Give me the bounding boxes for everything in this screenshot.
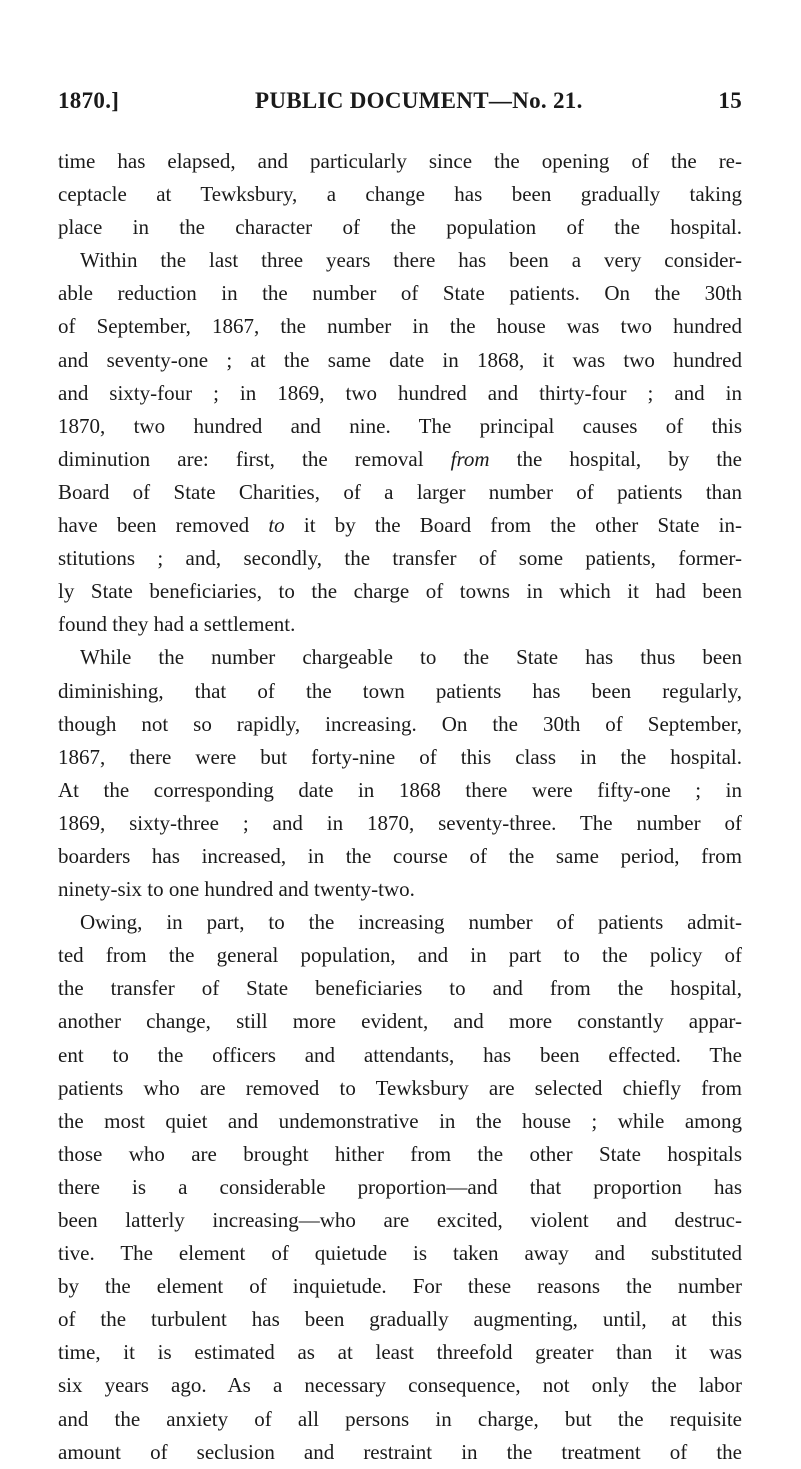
document-page [58, 88, 742, 1469]
text-line: Board of State Charities, of a larger number of patients than [58, 479, 742, 504]
italic-word: to [268, 513, 285, 538]
text-line: another change, still more evident, and more constantly appar- [58, 1009, 742, 1034]
header-year: 1870.] [58, 88, 120, 113]
text-line: Owing, in part, to the increasing number of patients admit- [80, 910, 742, 935]
header-title: PUBLIC DOCUMENT—No. 21. [254, 88, 583, 113]
text-line: ent to the officers and attendants, has been effected. The [58, 1042, 742, 1067]
italic-word: from [450, 446, 490, 471]
text-line: been latterly increasing—who are excited, violent and destruc- [58, 1208, 742, 1232]
text-line: At the corresponding date in 1868 there were fifty-one ; in [58, 777, 742, 802]
text-line: While the number chargeable to the State has thus been [80, 645, 742, 670]
text-line: place in the character of the population of the hospital. [58, 215, 742, 240]
text-line: there is a considerable proportion—and that proportion has [58, 1174, 742, 1199]
text-line: able reduction in the number of State patients. On the 30th [58, 281, 742, 306]
text-line: though not so rapidly, increasing. On the 30th of September, [58, 711, 742, 736]
text-line: 1870, two hundred and nine. The principal causes of this [58, 413, 742, 438]
text-line: of the turbulent has been gradually augmenting, until, at this [58, 1307, 742, 1332]
text-line: tive. The element of quietude is taken away and substituted [58, 1241, 742, 1266]
text-segment: it by the Board from the other State in- [284, 513, 742, 538]
text-line: by the element of inquietude. For these reasons the number [58, 1274, 742, 1299]
text-line: and the anxiety of all persons in charge, but the requisite [58, 1406, 742, 1431]
text-line: boarders has increased, in the course of the same period, from [58, 843, 742, 868]
running-header [58, 88, 742, 124]
text-line: diminishing, that of the town patients has been regularly, [58, 678, 742, 703]
text-segment: diminution are: first, the removal [58, 446, 451, 471]
text-line: the most quiet and undemonstrative in the house ; while among [58, 1108, 742, 1133]
text-line: amount of seclusion and restraint in the treatment of the [58, 1439, 742, 1464]
text-segment: the hospital, by the [489, 446, 742, 471]
text-line: ceptacle at Tewksbury, a change has been gradually taking [58, 182, 742, 207]
text-line [58, 443, 742, 476]
text-line: ninety-six to one hundred and twenty-two. [58, 877, 415, 902]
text-line: ted from the general population, and in part to the policy of [58, 943, 742, 968]
text-line: 1869, sixty-three ; and in 1870, seventy-three. The number of [58, 810, 742, 835]
text-line: six years ago. As a necessary consequence, not only the labor [58, 1373, 742, 1398]
text-line: and sixty-four ; in 1869, two hundred and thirty-four ; and in [58, 380, 742, 405]
text-line: stitutions ; and, secondly, the transfer of some patients, former- [58, 546, 742, 571]
text-line [58, 509, 742, 542]
text-line: those who are brought hither from the other State hospitals [58, 1141, 742, 1166]
page-number: 15 [718, 88, 742, 113]
text-line: and seventy-one ; at the same date in 1868, it was two hundred [58, 347, 742, 372]
text-line: time, it is estimated as at least threefold greater than it was [58, 1340, 742, 1365]
text-segment: have been removed [58, 513, 269, 538]
text-line: time has elapsed, and particularly since the opening of the re- [58, 149, 742, 173]
text-line: patients who are removed to Tewksbury are selected chiefly from [58, 1075, 742, 1100]
text-line: the transfer of State beneficiaries to and from the hospital, [58, 976, 742, 1001]
text-line: ly State beneficiaries, to the charge of towns in which it had been [58, 579, 742, 604]
text-line: of September, 1867, the number in the house was two hundred [58, 314, 742, 339]
text-line: found they had a settlement. [58, 612, 296, 637]
body-text [58, 145, 742, 1469]
text-line: 1867, there were but forty-nine of this class in the hospital. [58, 744, 742, 769]
text-line: Within the last three years there has been a very consider- [80, 248, 742, 273]
